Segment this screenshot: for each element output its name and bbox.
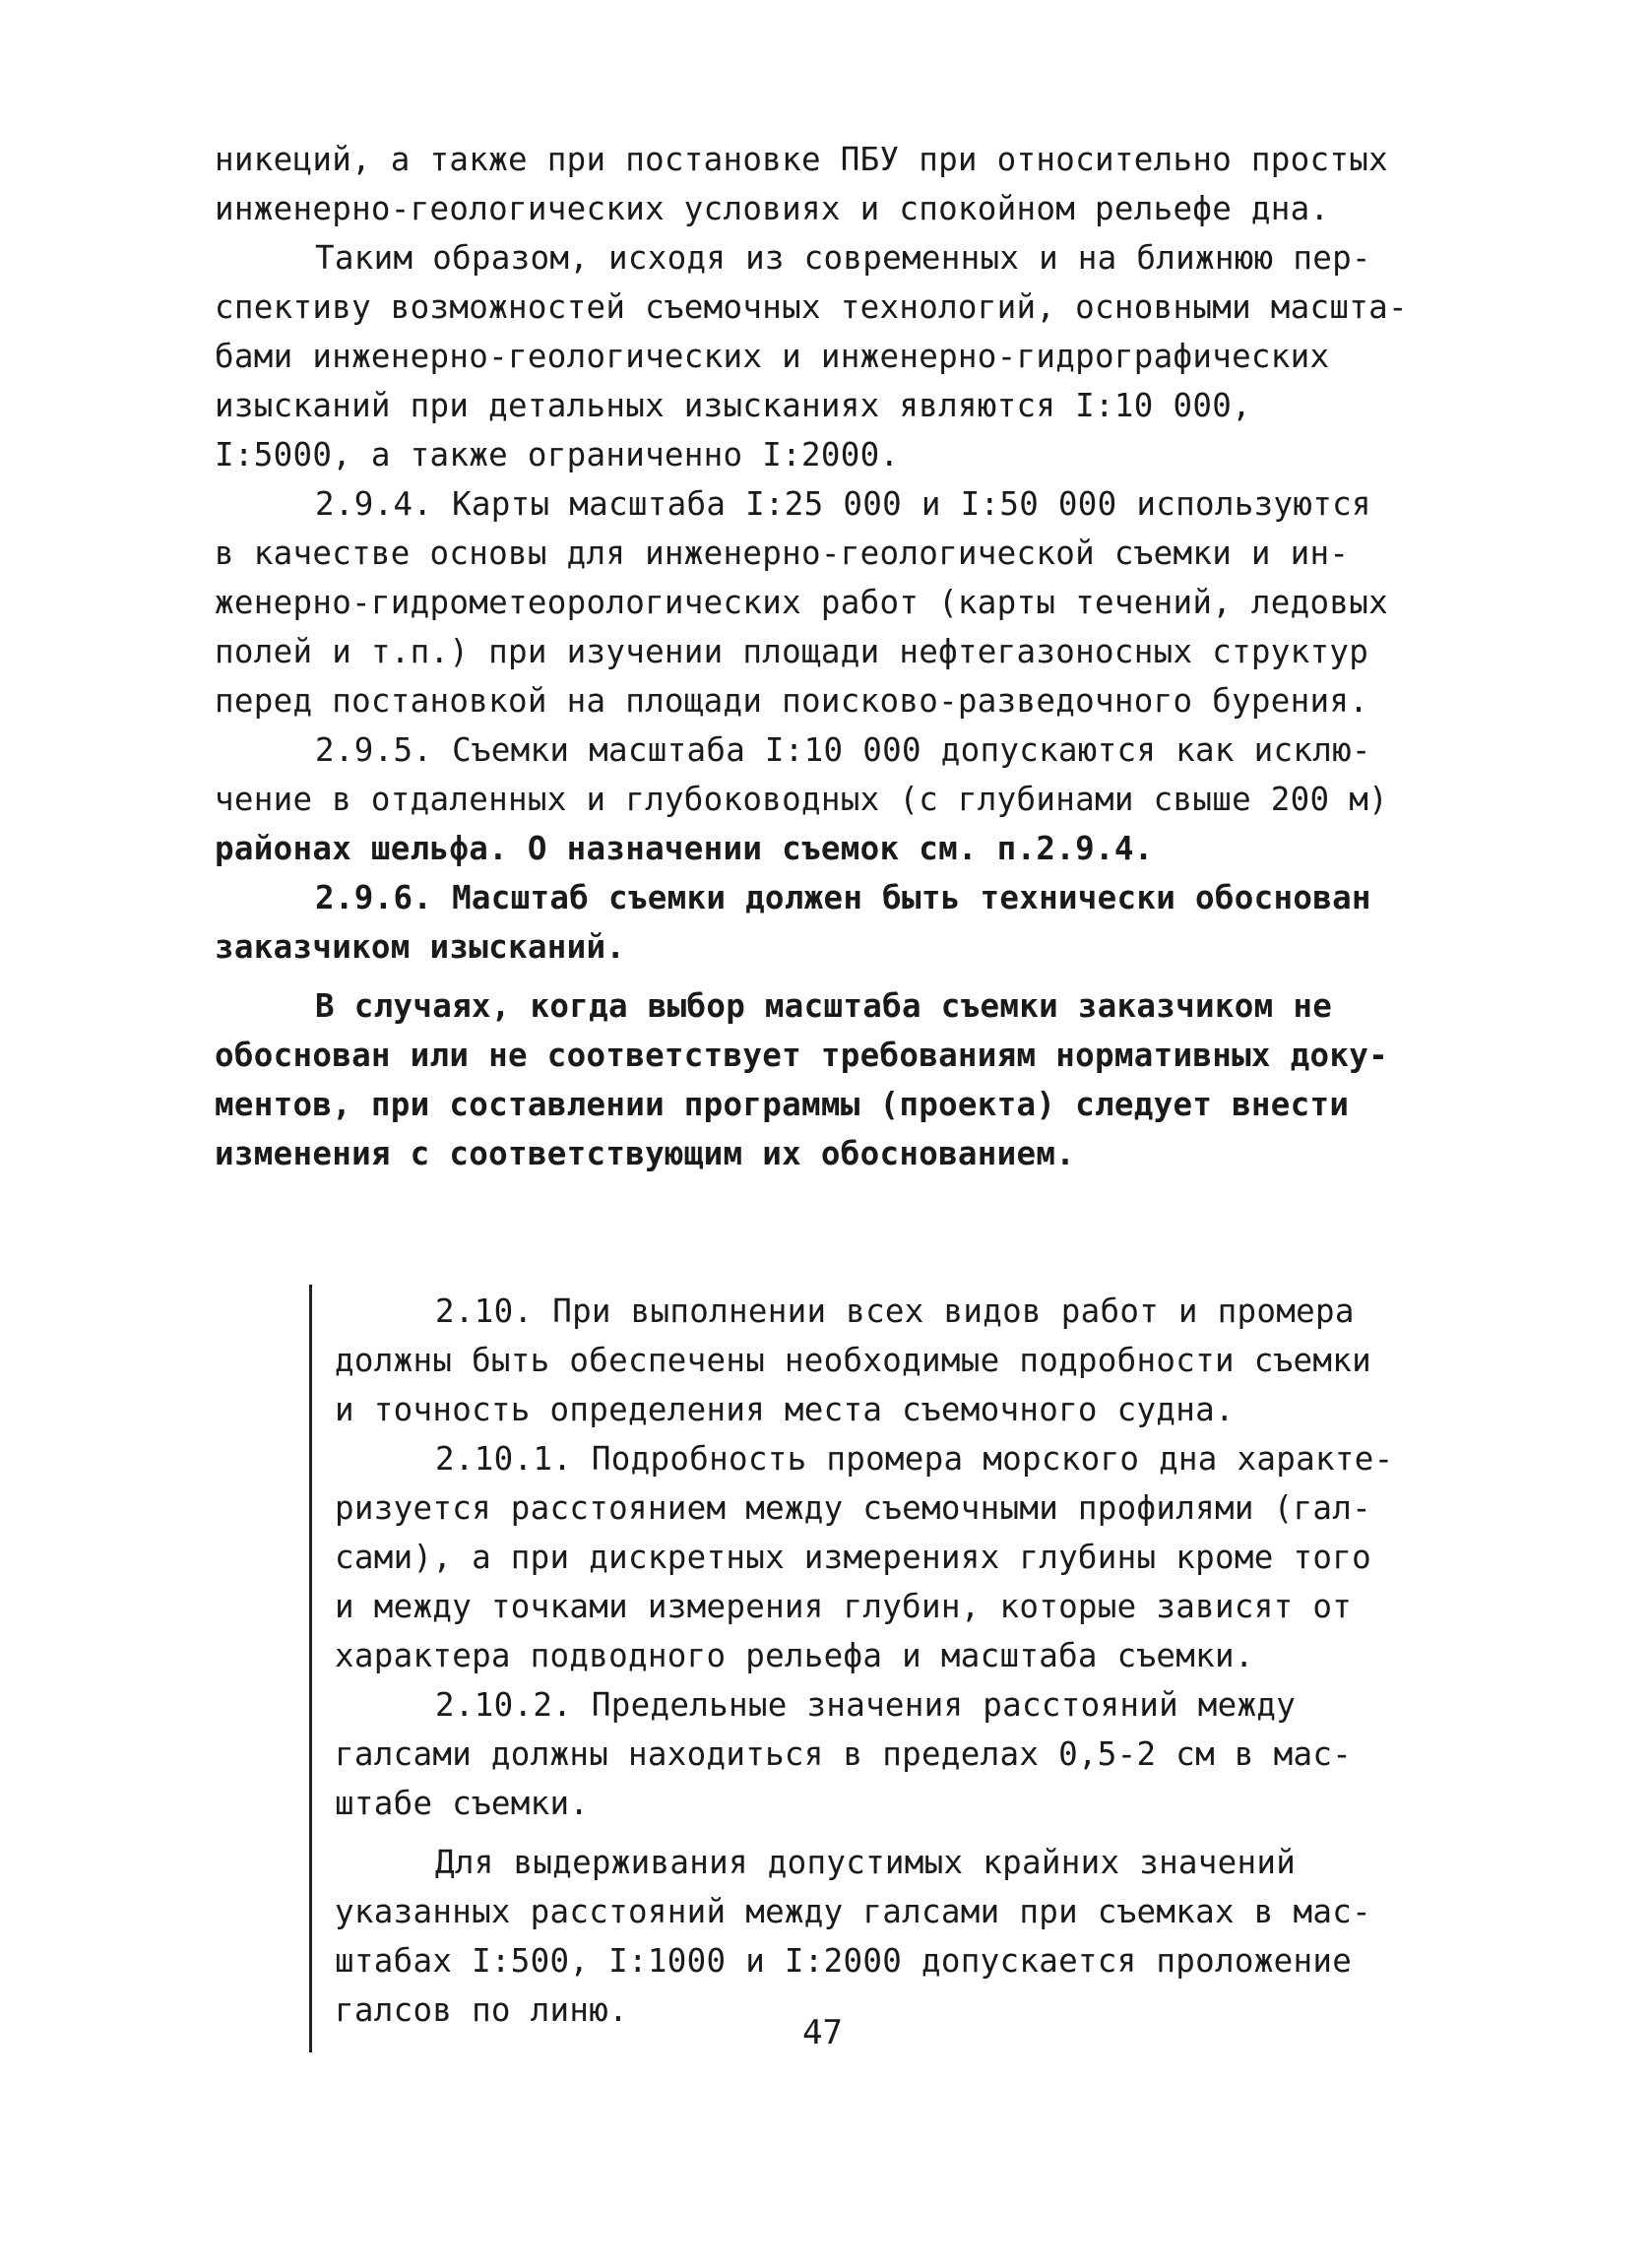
text-line: сами), а при дискретных измерениях глубины кроме того <box>335 1539 1371 1576</box>
text-line: изысканий при детальных изысканиях являются I:10 000, <box>215 387 1251 424</box>
text-line: чение в отдаленных и глубоководных (с глубинами свыше 200 м) <box>215 781 1388 818</box>
text-line: 2.10.1. Подробность промера морского дна характе- <box>435 1440 1394 1478</box>
text-line: и между точками измерения глубин, которые зависят от <box>335 1588 1353 1625</box>
text-line: штабе съемки. <box>335 1785 590 1822</box>
text-line: 2.9.4. Карты масштаба I:25 000 и I:50 000 используются <box>315 485 1371 523</box>
text-line: указанных расстояний между галсами при съемках в мас- <box>335 1893 1371 1930</box>
page-number: 47 <box>802 2013 843 2052</box>
text-line: 2.9.6. Масштаб съемки должен быть технически обоснован <box>315 879 1371 916</box>
text-line: 2.9.5. Съемки масштаба I:10 000 допускаются как исклю- <box>315 731 1371 769</box>
text-line: спективу возможностей съемочных технологий, основными масшта- <box>215 288 1408 326</box>
text-line: ризуется расстоянием между съемочными профилями (гал- <box>335 1489 1371 1527</box>
text-line: ментов, при составлении программы (проекта) следует внести <box>215 1086 1350 1123</box>
text-line: В случаях, когда выбор масштаба съемки заказчиком не <box>315 987 1333 1025</box>
text-line: никеций, а также при постановке ПБУ при относительно простых <box>215 141 1388 178</box>
text-line: изменения с соответствующим их обоснованием. <box>215 1135 1076 1172</box>
text-line: Таким образом, исходя из современных и на ближнюю пер- <box>315 239 1371 277</box>
text-line: галсами должны находиться в пределах 0,5-2 см в мас- <box>335 1735 1353 1773</box>
text-line: заказчиком изысканий. <box>215 928 626 966</box>
text-line: I:5000, а также ограниченно I:2000. <box>215 436 900 473</box>
text-line: перед постановкой на площади поисково-разведочного бурения. <box>215 682 1369 720</box>
text-line: районах шельфа. О назначении съемок см. п.2.9.4. <box>215 830 1154 867</box>
revision-margin-bar <box>309 1285 312 2052</box>
text-line: бами инженерно-геологических и инженерно-гидрографических <box>215 338 1330 375</box>
text-line: должны быть обеспечены необходимые подробности съемки <box>335 1342 1371 1379</box>
text-line: штабах I:500, I:1000 и I:2000 допускается проложение <box>335 1942 1353 1980</box>
text-line: инженерно-геологических условиях и спокойном рельефе дна. <box>215 190 1330 227</box>
text-line: характера подводного рельефа и масштаба съемки. <box>335 1637 1254 1674</box>
text-line: полей и т.п.) при изучении площади нефтегазоносных структур <box>215 633 1369 670</box>
text-line: 2.10.2. Предельные значения расстояний между <box>435 1686 1297 1724</box>
text-line: и точность определения места съемочного судна. <box>335 1391 1235 1428</box>
text-line: обоснован или не соответствует требованиям нормативных доку- <box>215 1037 1388 1074</box>
text-line: в качестве основы для инженерно-геологической съемки и ин- <box>215 535 1350 572</box>
text-line: женерно-гидрометеорологических работ (карты течений, ледовых <box>215 584 1388 621</box>
text-line: Для выдерживания допустимых крайних значений <box>435 1844 1297 1881</box>
text-line: галсов по линю. <box>335 1991 628 2029</box>
text-line: 2.10. При выполнении всех видов работ и промера <box>435 1292 1355 1330</box>
